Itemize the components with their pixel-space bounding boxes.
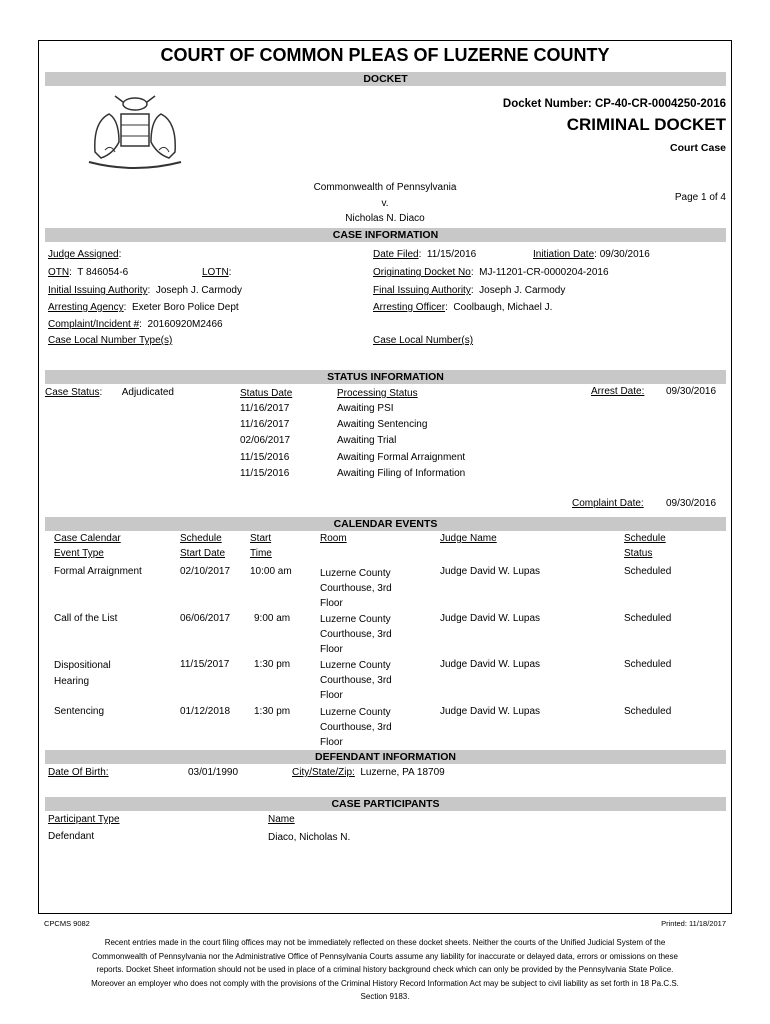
room: Floor <box>320 690 343 701</box>
complaint-incident-row: Complaint/Incident #: 20160920M2466 <box>48 319 223 330</box>
arresting-agency-row: Arresting Agency: Exeter Boro Police Dept <box>48 302 239 313</box>
judge-name: Judge David W. Lupas <box>440 613 541 624</box>
processing-status-header: Processing Status <box>337 388 418 399</box>
printed-date: Printed: 11/18/2017 <box>661 919 726 928</box>
room: Courthouse, 3rd <box>320 629 392 640</box>
status-date: 11/16/2017 <box>240 403 290 414</box>
participant-name-header: Name <box>268 814 295 825</box>
room: Luzerne County <box>320 660 391 671</box>
room: Courthouse, 3rd <box>320 722 392 733</box>
caption-versus: v. <box>381 198 389 209</box>
city-state-zip-row: City/State/Zip: Luzerne, PA 18709 <box>292 767 445 778</box>
status-date: 11/16/2017 <box>240 419 290 430</box>
otn-row: OTN: T 846054-6 <box>48 267 129 278</box>
disclaimer: Recent entries made in the court filing offices may not be immediately reflected on these docket sheets. Neither the courts of the Unified Judicial System of the Commonwealth of Pennsylvania nor the Administrative Office of Pennsylvania Courts assume any liability for inaccurate or delayed data, errors or omissions on these reports. Docket Sheet information should not be used in place of a criminal history background check which can only be provided by the Pennsylvania State Police. Moreover an employer who does not comply with the provisions of the Criminal History Record Information Act may be subject to civil liability as set forth in 18 Pa.C.S. Section 9183. <box>91 938 679 1001</box>
schedule-status: Scheduled <box>624 659 672 670</box>
judge-name: Judge David W. Lupas <box>440 566 541 577</box>
docket-bar: DOCKET <box>45 72 726 86</box>
start-time-header: Start <box>250 533 272 544</box>
case-information-bar: CASE INFORMATION <box>45 228 726 242</box>
participant-name: Diaco, Nicholas N. <box>268 832 351 843</box>
event-type-header: Event Type <box>54 548 104 559</box>
schedule-status: Scheduled <box>624 566 672 577</box>
caption-plaintiff: Commonwealth of Pennsylvania <box>313 182 457 193</box>
participant-type-header: Participant Type <box>48 814 120 825</box>
room: Luzerne County <box>320 707 391 718</box>
case-local-number-type-label: Case Local Number Type(s) <box>48 335 173 346</box>
status-information-bar: STATUS INFORMATION <box>45 370 726 384</box>
processing-status: Awaiting Formal Arraignment <box>337 452 466 463</box>
processing-status: Awaiting Filing of Information <box>337 468 466 479</box>
initiation-date-row: Initiation Date: 09/30/2016 <box>533 249 650 260</box>
schedule-status: Scheduled <box>624 613 672 624</box>
start-date-header: Schedule <box>180 533 222 544</box>
caption-defendant: Nicholas N. Diaco <box>345 213 425 224</box>
initial-authority-row: Initial Issuing Authority: Joseph J. Carmody <box>48 285 242 296</box>
arrest-date-label: Arrest Date: <box>591 386 645 397</box>
arrest-date-value: 09/30/2016 <box>666 386 717 397</box>
status-date-header: Status Date <box>240 388 293 399</box>
judge-name-header: Judge Name <box>440 533 497 544</box>
participant-type: Defendant <box>48 831 95 842</box>
status-date: 02/06/2017 <box>240 435 291 446</box>
lotn-row: LOTN: <box>202 267 232 278</box>
processing-status: Awaiting PSI <box>337 403 394 414</box>
room: Luzerne County <box>320 614 391 625</box>
case-participants-bar: CASE PARTICIPANTS <box>45 797 726 811</box>
event-type: Dispositional <box>54 660 111 671</box>
docket-number: Docket Number: CP-40-CR-0004250-2016 <box>502 98 726 110</box>
start-time: 10:00 am <box>250 566 292 577</box>
originating-docket-row: Originating Docket No: MJ-11201-CR-0000204-2016 <box>373 267 609 278</box>
final-authority-row: Final Issuing Authority: Joseph J. Carmody <box>373 285 566 296</box>
start-time: 1:30 pm <box>254 706 291 717</box>
room: Luzerne County <box>320 568 391 579</box>
event-type: Formal Arraignment <box>54 566 142 577</box>
complaint-date-label: Complaint Date: <box>572 498 644 509</box>
case-local-number-label: Case Local Number(s) <box>373 335 474 346</box>
pennsylvania-seal-icon <box>75 92 195 172</box>
court-title: COURT OF COMMON PLEAS OF LUZERNE COUNTY <box>160 45 610 65</box>
start-time: 9:00 am <box>254 613 291 624</box>
case-status-row: Case Status: Adjudicated <box>45 387 174 398</box>
room: Floor <box>320 598 343 609</box>
judge-name: Judge David W. Lupas <box>440 659 541 670</box>
event-type: Hearing <box>54 676 90 687</box>
event-type: Call of the List <box>54 613 118 624</box>
start-time-header: Time <box>250 548 272 559</box>
room-header: Room <box>320 533 347 544</box>
processing-status: Awaiting Sentencing <box>337 419 428 430</box>
room: Floor <box>320 644 343 655</box>
arresting-officer-row: Arresting Officer: Coolbaugh, Michael J. <box>373 302 553 313</box>
room: Courthouse, 3rd <box>320 675 392 686</box>
date-of-birth-label: Date Of Birth: <box>48 767 109 778</box>
judge-name: Judge David W. Lupas <box>440 706 541 717</box>
calendar-events-bar: CALENDAR EVENTS <box>45 517 726 531</box>
start-time: 1:30 pm <box>254 659 291 670</box>
start-date-header: Start Date <box>180 548 226 559</box>
judge-assigned-row: Judge Assigned: <box>48 249 122 260</box>
start-date: 02/10/2017 <box>180 566 231 577</box>
schedule-status: Scheduled <box>624 706 672 717</box>
event-type: Sentencing <box>54 706 105 717</box>
room: Courthouse, 3rd <box>320 583 392 594</box>
processing-status: Awaiting Trial <box>337 435 397 446</box>
start-date: 11/15/2017 <box>180 659 230 670</box>
date-filed-row: Date Filed: 11/15/2016 <box>373 249 477 260</box>
defendant-information-bar: DEFENDANT INFORMATION <box>45 750 726 764</box>
status-date: 11/15/2016 <box>240 468 290 479</box>
event-type-header: Case Calendar <box>54 533 121 544</box>
start-date: 01/12/2018 <box>180 706 231 717</box>
status-date: 11/15/2016 <box>240 452 290 463</box>
complaint-date-value: 09/30/2016 <box>666 498 717 509</box>
page-number: Page 1 of 4 <box>674 192 726 203</box>
schedule-status-header: Status <box>624 548 653 559</box>
case-kind: Court Case <box>669 142 726 154</box>
schedule-status-header: Schedule <box>624 533 666 544</box>
room: Floor <box>320 737 343 748</box>
date-of-birth-value: 03/01/1990 <box>188 767 239 778</box>
start-date: 06/06/2017 <box>180 613 231 624</box>
docket-type: CRIMINAL DOCKET <box>566 115 726 134</box>
form-number: CPCMS 9082 <box>44 919 90 928</box>
